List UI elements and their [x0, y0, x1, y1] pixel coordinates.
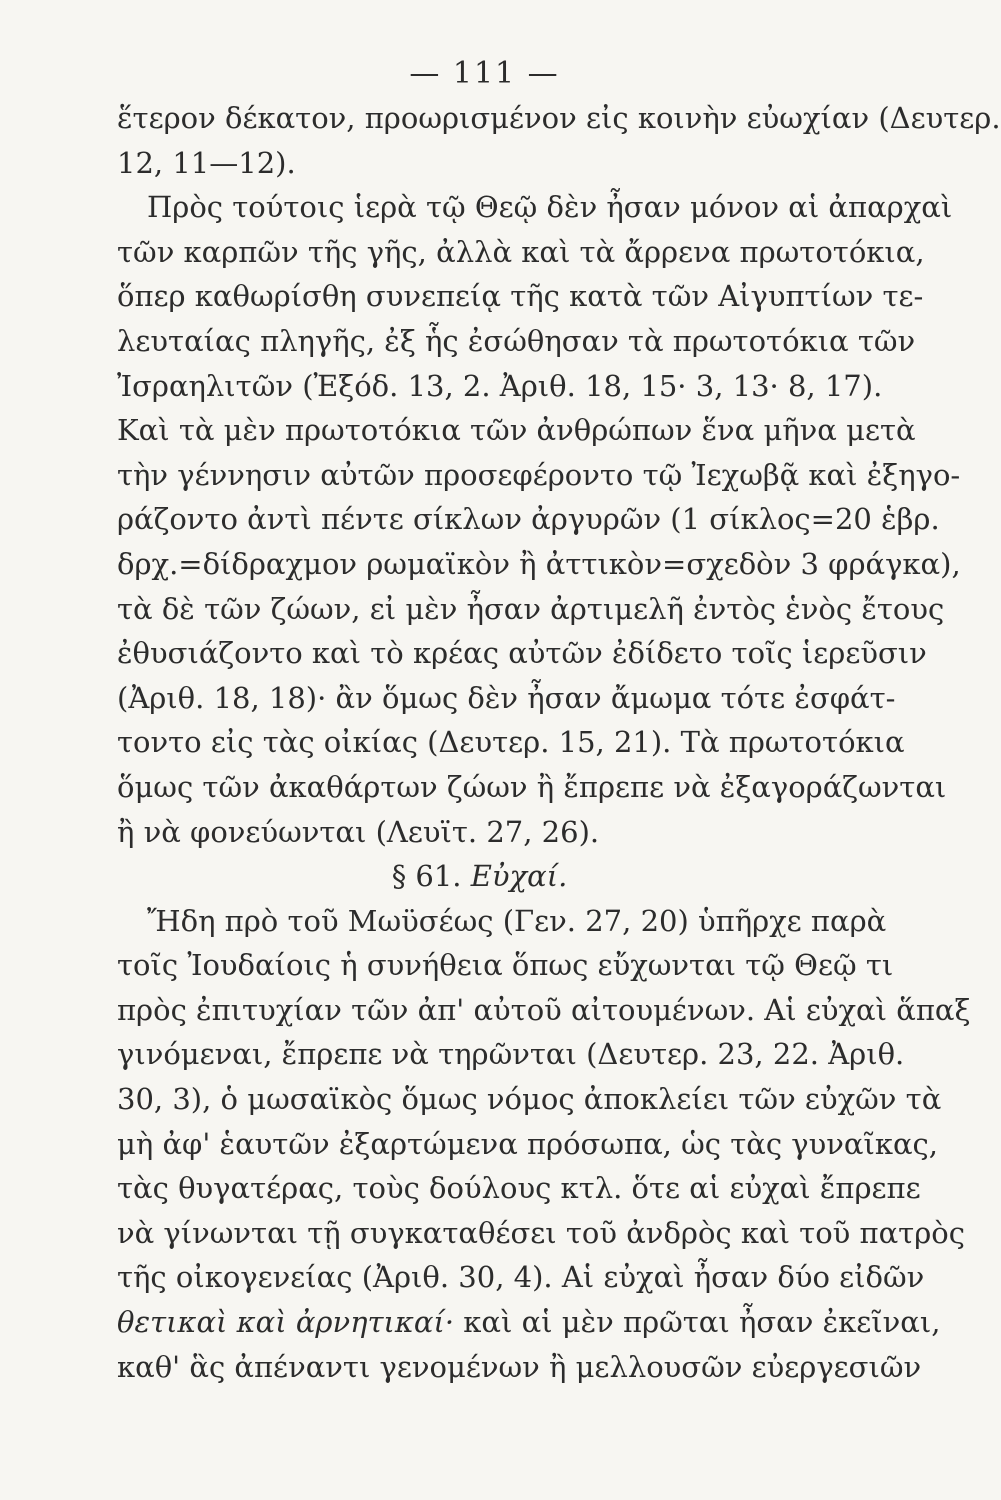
text-line: τῶν καρπῶν τῆς γῆς, ἀλλὰ καὶ τὰ ἄρρενα πρωτοτόκια, — [117, 234, 925, 269]
page-number-header: — 111 — — [409, 56, 560, 91]
text-line: ὅμως τῶν ἀκαθάρτων ζώων ἢ ἔπρεπε νὰ ἐξαγοράζωνται — [117, 769, 947, 804]
text-line: τὴν γέννησιν αὐτῶν προσεφέροντο τῷ Ἰεχωβᾷ καὶ ἐξηγο- — [117, 457, 961, 492]
text-line: ὅπερ καθωρίσθη συνεπείᾳ τῆς κατὰ τῶν Αἰγυπτίων τε- — [117, 279, 924, 314]
text-line: Ἰσραηλιτῶν (Ἐξόδ. 13, 2. Ἀριθ. 18, 15· 3, 13· 8, 17). — [117, 368, 883, 403]
text-line: Καὶ τὰ μὲν πρωτοτόκια τῶν ἀνθρώπων ἕνα μῆνα μετὰ — [117, 413, 916, 448]
text-line: δρχ.=δίδραχμον ρωμαϊκὸν ἢ ἀττικὸν=σχεδὸν 3 φράγκα), — [117, 546, 961, 581]
section-heading — [117, 854, 842, 899]
text-line: ἕτερον δέκατον, προωρισμένον εἰς κοινὴν εὐωχίαν (Δευτερ. — [117, 101, 1001, 135]
text-line-mixed — [117, 1300, 941, 1345]
italic-phrase: θετικαὶ καὶ ἀρνητικαί· — [117, 1305, 455, 1340]
text-line: γινόμεναι, ἔπρεπε νὰ τηρῶνται (Δευτερ. 23, 22. Ἀριθ. — [117, 1037, 905, 1072]
text-line: μὴ ἀφ' ἑαυτῶν ἐξαρτώμενα πρόσωπα, ὡς τὰς γυναῖκας, — [117, 1126, 938, 1161]
line-remainder: καὶ αἱ μὲν πρῶται ἦσαν ἐκεῖναι, — [454, 1305, 941, 1340]
text-line: τοῖς Ἰουδαίοις ἡ συνήθεια ὅπως εὔχωνται τῷ Θεῷ τι — [117, 948, 894, 983]
section-title: Εὐχαί. — [470, 859, 568, 894]
text-line: τοντο εἰς τὰς οἰκίας (Δευτερ. 15, 21). Τὰ πρωτοτόκια — [117, 725, 905, 760]
body-text — [117, 96, 1001, 1389]
text-line: λευταίας πληγῆς, ἐξ ἧς ἐσώθησαν τὰ πρωτοτόκια τῶν — [117, 323, 916, 358]
text-line: τὰς θυγατέρας, τοὺς δούλους κτλ. ὅτε αἱ εὐχαὶ ἔπρεπε — [117, 1171, 921, 1206]
text-line: 30, 3), ὁ μωσαϊκὸς ὅμως νόμος ἀποκλείει τῶν εὐχῶν τὰ — [117, 1082, 942, 1117]
section-number: § 61. — [391, 859, 462, 894]
text-line: τὰ δὲ τῶν ζώων, εἰ μὲν ἦσαν ἀρτιμελῆ ἐντὸς ἑνὸς ἔτους — [117, 591, 945, 626]
text-line: (Ἀριθ. 18, 18)· ἂν ὅμως δὲν ἦσαν ἄμωμα τότε ἐσφάτ- — [117, 680, 896, 715]
text-line: ράζοντο ἀντὶ πέντε σίκλων ἀργυρῶν (1 σίκλος=20 ἑβρ. — [117, 502, 940, 537]
text-line: τῆς οἰκογενείας (Ἀριθ. 30, 4). Αἱ εὐχαὶ ἦσαν δύο εἰδῶν — [117, 1260, 925, 1295]
text-line: πρὸς ἐπιτυχίαν τῶν ἀπ' αὐτοῦ αἰτουμένων. Αἱ εὐχαὶ ἅπαξ — [117, 992, 971, 1027]
text-line: 12, 11—12). — [117, 145, 296, 180]
text-line: καθ' ἃς ἀπέναντι γενομένων ἢ μελλουσῶν εὐεργεσιῶν — [117, 1349, 922, 1384]
text-line: Πρὸς τούτοις ἱερὰ τῷ Θεῷ δὲν ἦσαν μόνον αἱ ἀπαρχαὶ — [147, 190, 953, 225]
text-line: νὰ γίνωνται τῇ συγκαταθέσει τοῦ ἀνδρὸς καὶ τοῦ πατρὸς — [117, 1215, 965, 1250]
text-line: Ἤδη πρὸ τοῦ Μωϋσέως (Γεν. 27, 20) ὑπῆρχε παρὰ — [147, 903, 887, 938]
text-line: ἐθυσιάζοντο καὶ τὸ κρέας αὐτῶν ἐδίδετο τοῖς ἱερεῦσιν — [117, 636, 927, 671]
text-line: ἢ νὰ φονεύωνται (Λευϊτ. 27, 26). — [117, 814, 600, 849]
